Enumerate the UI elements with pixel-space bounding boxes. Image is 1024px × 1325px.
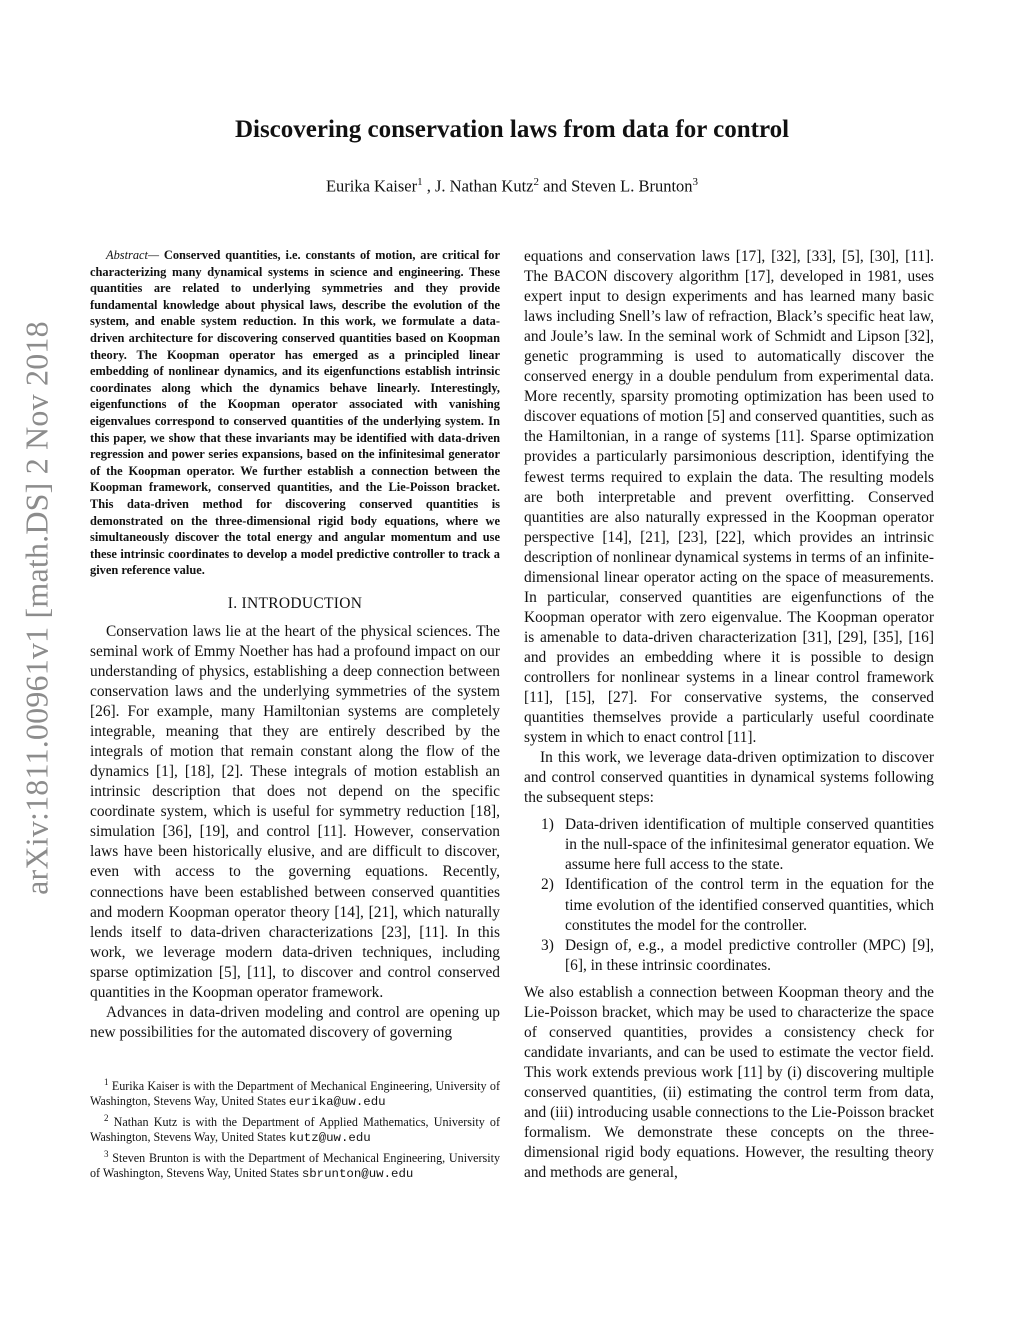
author-affiliation-mark: 1 (417, 176, 423, 188)
list-item-number: 3) (541, 936, 554, 954)
author-name: Eurika Kaiser (325, 176, 418, 196)
footnote-mark: 1 (104, 1076, 109, 1087)
list-item-number: 1) (541, 816, 554, 834)
list-item-text: Identification of the control term in the equation for the time evolution of the identified conserved quantities, which constitutes the model for the controller. (565, 876, 934, 934)
footnote-text: Nathan Kutz is with the Department of Applied Mathematics, University of Washington, Stevens Way, United States (90, 1114, 500, 1145)
footnote-email: kutz@uw.edu (288, 1131, 371, 1146)
author-name: , J. Nathan Kutz (422, 176, 534, 196)
list-item-number: 2) (541, 876, 554, 894)
left-column (90, 247, 500, 1182)
list-item-text: Design of, e.g., a model predictive controller (MPC) [9], [6], in these intrinsic coordinates. (565, 936, 934, 974)
list-item (524, 936, 934, 976)
steps-list (524, 815, 934, 975)
author-affiliation-mark: 2 (533, 176, 540, 188)
footnote-mark: 3 (104, 1148, 109, 1159)
arxiv-id-text: arXiv:1811.00961v1 [math.DS] 2 Nov 2018 (18, 320, 55, 895)
paper-title: Discovering conservation laws from data for control (234, 116, 790, 143)
intro-paragraph: Conservation laws lie at the heart of the physical sciences. The seminal work of Emmy Noether has had a profound impact on our understanding of physics, establishing a deep connection between conservation laws and the underlying symmetries of the system [26]. For example, many Hamiltonian systems are completely integrable, meaning that they are entirely described by the integrals of motion that remain constant along the flow of the dynamics [1], [18], [2]. These integrals of motion establish an intrinsic description that does not depend on the specific coordinate system, which is useful for symmetry reduction [18], simulation [36], [19], and control [11]. However, conservation laws have been historically elusive, and are difficult to discover, even with access to the governing equations. Recently, connections have been established between conserved quantities and modern Koopman operator theory [14], [21], which naturally lends itself to data-driven characterizations [23], [11]. In this work, we leverage modern data-driven techniques, including sparse optimization [5], [11], to discover and control conserved quantities in the Koopman operator framework. (90, 622, 500, 1001)
abstract-label: Abstract— (106, 248, 160, 262)
author-line (0, 176, 1024, 197)
body-paragraph: In this work, we leverage data-driven optimization to discover and control conserved quantities in dynamical systems following the subsequent steps: (524, 749, 934, 807)
footnote-email: eurika@uw.edu (288, 1095, 386, 1110)
list-item (524, 815, 934, 875)
list-item-text: Data-driven identification of multiple conserved quantities in the null-space of the infinitesimal generator equation. We assume here full access to the state. (565, 816, 935, 874)
body-paragraph: We also establish a connection between Koopman theory and the Lie-Poisson bracket, which may be used to characterize the space of conserved quantities, provides a consistency check for candidate invariants, and can be used to estimate the vector field. This work extends previous work [11] by (i) discovering multiple conserved quantities, (ii) estimating the control term from data, and (iii) introducing usable connections to the Lie-Poisson bracket formalism. We demonstrate these concepts on the three-dimensional rigid body equations. However, the resulting theory and methods are general, (524, 983, 934, 1182)
footnote (90, 1147, 500, 1183)
intro-paragraph: Advances in data-driven modeling and control are opening up new possibilities for the automated discovery of governing (90, 1003, 500, 1041)
footnote-text: Eurika Kaiser is with the Department of Mechanical Engineering, University of Washington, Stevens Way, United States (90, 1078, 500, 1109)
abstract-text: Conserved quantities, i.e. constants of motion, are critical for characterizing many dynamical systems in science and engineering. These quantities are related to underlying symmetries and they provide fundamental knowledge about physical laws, describe the evolution of the system, and enable system reduction. In this work, we formulate a data-driven architecture for discovering conserved quantities based on Koopman theory. The Koopman operator has emerged as a principled linear embedding of nonlinear dynamics, and its eigenfunctions establish intrinsic coordinates along which the dynamics behave linearly. Interestingly, eigenfunctions of the Koopman operator associated with vanishing eigenvalues correspond to conserved quantities of the underlying system. In this paper, we show that these invariants may be identified with data-driven regression and power series expansions, based on the infinitesimal generator of the Koopman operator. We further establish a connection between the Koopman framework, conserved quantities, and the Lie-Poisson bracket. This data-driven method for discovering conserved quantities is demonstrated on the three-dimensional rigid body equations, where we simultaneously discover the total energy and angular momentum and use these intrinsic coordinates to develop a model predictive controller to track a given reference value. (90, 248, 500, 578)
right-column (524, 247, 934, 1183)
footnote (90, 1111, 500, 1147)
footnote-email: sbrunton@uw.edu (301, 1167, 414, 1182)
author-affiliation-mark: 3 (692, 176, 699, 188)
footnote (90, 1075, 500, 1111)
list-item (524, 875, 934, 935)
footnote-text: Steven Brunton is with the Department of Mechanical Engineering, University of Washington, Stevens Way, United States (90, 1150, 500, 1181)
abstract (90, 247, 500, 579)
arxiv-identifier-stamp (14, 295, 60, 920)
footnote-mark: 2 (104, 1112, 109, 1123)
body-paragraph: equations and conservation laws [17], [32], [33], [5], [30], [11]. The BACON discovery algorithm [17], developed in 1981, uses expert input to design experiments and has learned many basic laws including Snell’s law of refraction, Black’s specific heat law, and Joule’s law. In the seminal work of Schmidt and Lipson [32], genetic programming is used to automatically discover the conserved energy in a double pendulum from experimental data. More recently, sparsity promoting optimization has been used to discover equations of motion [5] and conserved quantities, such as the Hamiltonian, in a range of systems [11]. Sparse optimization provides a particularly parsimonious description, identifying the fewest terms required to explain the data. The resulting models are both interpretable and prevent overfitting. Conserved quantities are also naturally expressed in the Koopman operator perspective [14], [21], [23], [22], which provides an intrinsic description of nonlinear dynamical systems in terms of an infinite-dimensional linear operator acting on the space of measurements. In particular, conserved quantities are eigenfunctions of the Koopman operator with zero eigenvalue. The Koopman operator is amenable to data-driven characterization [31], [29], [35], [16] and provides an embedding where it is possible to design controllers for nonlinear systems in a linear control framework [11], [15], [27]. For conservative systems, the conserved quantities themselves provide a particularly useful coordinate system in which to enact control [11]. (524, 248, 934, 747)
footnotes (90, 1075, 500, 1183)
author-name: and Steven L. Brunton (539, 176, 693, 196)
section-heading-introduction: I. INTRODUCTION (227, 594, 363, 612)
